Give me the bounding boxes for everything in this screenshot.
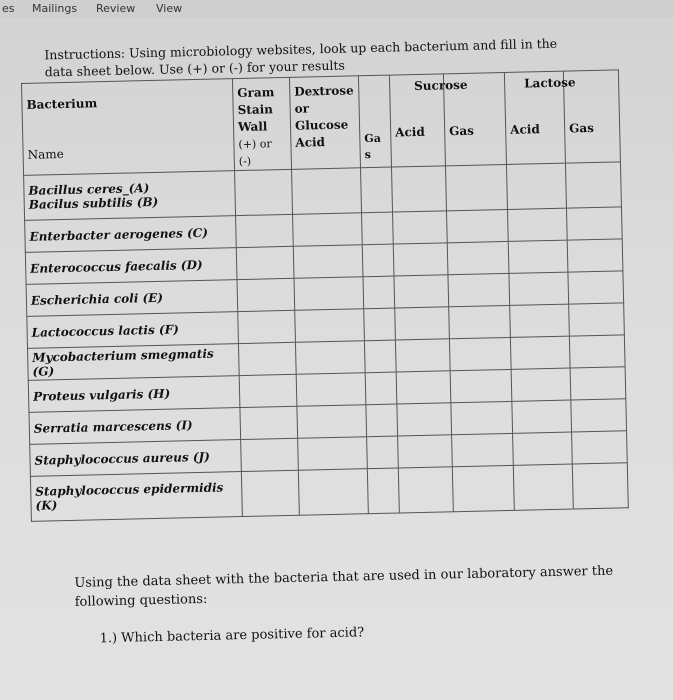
header-text: or	[294, 101, 310, 116]
ribbon-tab-mailings[interactable]: Mailings	[32, 2, 78, 15]
result-cell[interactable]	[363, 276, 395, 309]
result-cell[interactable]	[237, 278, 295, 311]
result-cell[interactable]	[241, 470, 299, 516]
header-bacterium-label: Bacterium	[26, 96, 98, 112]
result-cell[interactable]	[361, 167, 393, 213]
header-gram-stain	[232, 77, 291, 170]
result-cell[interactable]	[570, 367, 626, 400]
instructions-line: data sheet below. Use (+) or (-) for your results	[44, 57, 346, 80]
header-text: Gas	[569, 120, 595, 136]
header-text: (+) or	[238, 137, 272, 152]
ribbon-tab[interactable]: es	[2, 2, 15, 15]
result-cell[interactable]	[393, 243, 448, 276]
result-cell[interactable]	[364, 308, 396, 341]
result-cell[interactable]	[392, 166, 447, 212]
result-cell[interactable]	[567, 239, 623, 272]
header-text: Ga	[364, 131, 382, 146]
result-cell[interactable]	[569, 303, 625, 336]
result-cell[interactable]	[292, 168, 362, 215]
result-cell[interactable]	[236, 214, 294, 247]
instructions-line: Instructions: Using microbiology websites, look up each bacterium and fill in the	[44, 35, 558, 63]
bacterium-name: Staphylococcus epidermidis	[35, 480, 224, 499]
result-cell[interactable]	[513, 432, 573, 465]
ribbon-tab-review[interactable]: Review	[96, 2, 136, 15]
header-text: Lactose	[523, 75, 576, 91]
result-cell[interactable]	[447, 241, 509, 274]
bacterium-name: Enterococcus faecalis (D)	[30, 257, 203, 276]
result-cell[interactable]	[398, 467, 453, 513]
result-cell[interactable]	[295, 341, 365, 375]
result-cell[interactable]	[366, 404, 398, 437]
header-text: Acid	[510, 122, 540, 137]
bacterium-name-cell	[25, 248, 237, 285]
result-cell[interactable]	[238, 342, 296, 375]
result-cell[interactable]	[236, 246, 294, 279]
bacterium-name: Mycobacterium smegmatis (G)	[32, 346, 214, 379]
bacterium-name: Serratia marcescens (I)	[33, 417, 193, 436]
result-cell[interactable]	[293, 213, 363, 247]
result-cell[interactable]	[293, 245, 363, 279]
result-cell[interactable]	[240, 406, 298, 439]
bacterium-name-cell	[30, 472, 242, 522]
result-cell[interactable]	[447, 209, 509, 242]
bacterium-name: Escherichia coli (E)	[30, 290, 164, 308]
header-text: Gram	[237, 85, 275, 101]
result-cell[interactable]	[395, 339, 450, 372]
header-text: Wall	[237, 119, 268, 135]
header-dextrose-gas	[358, 75, 391, 168]
data-sheet-table	[21, 69, 629, 521]
result-cell[interactable]	[566, 207, 622, 240]
header-text: Acid	[395, 124, 425, 140]
header-text: Dextrose	[294, 83, 354, 99]
header-text: Acid	[295, 135, 326, 150]
result-cell[interactable]	[511, 368, 571, 401]
result-cell[interactable]	[451, 401, 513, 434]
result-cell[interactable]	[510, 304, 570, 337]
bacterium-name-cell	[24, 171, 236, 221]
result-cell[interactable]	[362, 244, 394, 277]
result-cell[interactable]	[568, 271, 624, 304]
bacterium-name-cell	[25, 216, 237, 253]
result-cell[interactable]	[569, 335, 625, 368]
result-cell[interactable]	[397, 403, 452, 436]
header-text: Sucrose	[414, 77, 468, 94]
result-cell[interactable]	[396, 371, 451, 404]
result-cell[interactable]	[571, 399, 627, 432]
result-cell[interactable]	[294, 277, 364, 311]
result-cell[interactable]	[449, 337, 511, 370]
result-cell[interactable]	[572, 431, 628, 464]
result-cell[interactable]	[238, 310, 296, 343]
bacterium-name: Bacilus subtilis (B)	[28, 194, 159, 212]
result-cell[interactable]	[508, 240, 568, 273]
result-cell[interactable]	[367, 436, 399, 469]
question-1: 1.) Which bacteria are positive for acid?	[99, 625, 365, 647]
result-cell[interactable]	[506, 163, 566, 209]
bacterium-name-cell	[28, 344, 240, 381]
bacterium-name: Staphylococcus aureus (J)	[34, 449, 211, 468]
bacterium-name: (K)	[35, 498, 58, 513]
questions-intro	[74, 561, 635, 612]
result-cell[interactable]	[362, 212, 394, 245]
result-cell[interactable]	[572, 463, 628, 509]
ribbon-tab-view[interactable]: View	[156, 2, 183, 15]
result-cell[interactable]	[449, 305, 511, 338]
bacterium-name-cell	[26, 280, 238, 317]
result-cell[interactable]	[298, 469, 368, 516]
result-cell[interactable]	[297, 405, 367, 439]
result-cell[interactable]	[235, 169, 293, 215]
result-cell[interactable]	[445, 164, 507, 210]
header-text: Stain	[237, 102, 274, 118]
result-cell[interactable]	[367, 468, 399, 514]
result-cell[interactable]	[509, 272, 569, 305]
result-cell[interactable]	[365, 372, 397, 405]
result-cell[interactable]	[298, 437, 368, 471]
result-cell[interactable]	[565, 162, 621, 208]
bacterium-name: Proteus vulgaris (H)	[32, 386, 171, 404]
questions-intro-line: following questions:	[74, 591, 208, 610]
result-cell[interactable]	[395, 307, 450, 340]
header-text: (-)	[238, 154, 252, 169]
header-text: s	[364, 148, 372, 162]
header-name-label: Name	[27, 147, 64, 162]
bacterium-name: Enterbacter aerogenes (C)	[29, 225, 209, 244]
result-cell[interactable]	[452, 465, 514, 511]
result-cell[interactable]	[398, 435, 453, 468]
result-cell[interactable]	[513, 464, 573, 510]
header-bacterium	[22, 79, 235, 176]
questions-intro-line: Using the data sheet with the bacteria that are used in our laboratory answer the	[74, 563, 614, 591]
result-cell[interactable]	[448, 273, 510, 306]
bacterium-name: Bacillus ceres_(A)	[28, 181, 150, 198]
header-text: Glucose	[294, 117, 349, 133]
result-cell[interactable]	[452, 433, 514, 466]
result-cell[interactable]	[512, 400, 572, 433]
result-cell[interactable]	[394, 275, 449, 308]
header-sucrose-gas	[414, 72, 506, 165]
result-cell[interactable]	[393, 211, 448, 244]
result-cell[interactable]	[510, 336, 570, 369]
result-cell[interactable]	[296, 373, 366, 407]
bacterium-name-cell	[29, 408, 241, 445]
bacterium-name-cell	[30, 440, 242, 477]
result-cell[interactable]	[241, 438, 299, 471]
result-cell[interactable]	[295, 309, 365, 343]
result-cell[interactable]	[450, 369, 512, 402]
bacterium-name-cell	[27, 312, 239, 349]
header-text: Gas	[449, 123, 475, 139]
bacterium-name-cell	[28, 376, 240, 413]
result-cell[interactable]	[507, 208, 567, 241]
header-dextrose	[289, 76, 360, 170]
result-cell[interactable]	[239, 374, 297, 407]
bacterium-name: Lactococcus lactis (F)	[31, 321, 179, 340]
result-cell[interactable]	[364, 340, 396, 373]
